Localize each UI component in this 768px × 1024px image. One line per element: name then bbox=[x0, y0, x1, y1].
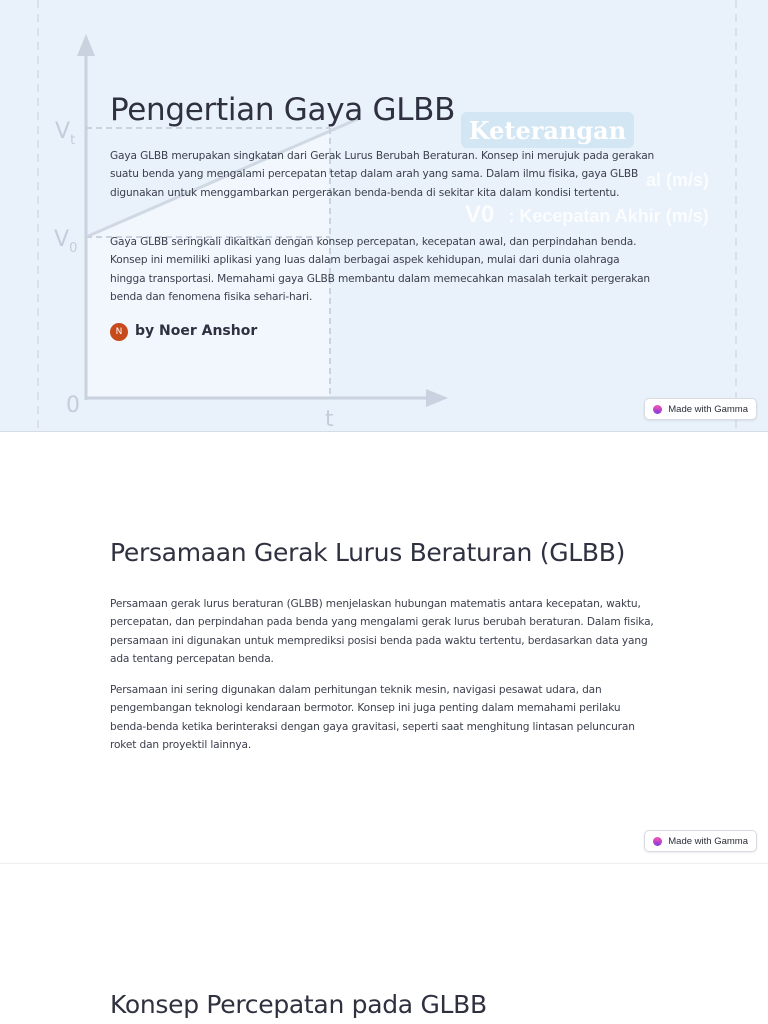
keterangan-line-1: al (m/s) bbox=[646, 170, 710, 190]
author-name: by Noer Anshor bbox=[135, 322, 258, 339]
slide-persamaan bbox=[0, 432, 768, 864]
gamma-logo-icon bbox=[653, 405, 662, 414]
avatar: N bbox=[110, 323, 128, 341]
paragraph: Gaya GLBB merupakan singkatan dari Gerak Lurus Berubah Beraturan. Konsep ini merujuk pada gerakan suatu benda yang mengalami percepatan tetap dalam arah yang sama. Dalam ilmu fisika, gaya GLBB digunakan untuk menggambarkan pergerakan benda-benda di sekitar kita dalam kondisi tertentu. bbox=[110, 150, 655, 199]
made-with-gamma-button[interactable] bbox=[644, 830, 757, 852]
slide-pengertian bbox=[0, 0, 768, 432]
page-title: Pengertian Gaya GLBB bbox=[110, 92, 456, 128]
keterangan-heading: Keterangan bbox=[461, 112, 634, 148]
keterangan-line-2 bbox=[465, 201, 709, 229]
section-title: Persamaan Gerak Lurus Beraturan (GLBB) bbox=[110, 538, 626, 567]
t-label: t bbox=[325, 407, 334, 432]
gamma-label: Made with Gamma bbox=[668, 403, 748, 415]
made-with-gamma-button[interactable] bbox=[644, 398, 757, 420]
slide-konsep-percepatan bbox=[0, 864, 768, 1024]
author-byline bbox=[110, 320, 257, 341]
paragraph: Gaya GLBB seringkali dikaitkan dengan konsep percepatan, kecepatan awal, dan perpindahan benda. Konsep ini memiliki aplikasi yang luas dalam berbagai aspek kehidupan, mulai dari dunia olahraga hingga transportasi. Memahami gaya GLBB membantu dalam memecahkan masalah terkait pergerakan benda dan fenomena fisika sehari-hari. bbox=[110, 236, 650, 304]
x-axis-arrow bbox=[426, 389, 448, 407]
vt-label: $V_t$ bbox=[55, 119, 76, 148]
origin-label: 0 bbox=[66, 393, 80, 418]
paragraph: Persamaan gerak lurus beraturan (GLBB) menjelaskan hubungan matematis antara kecepatan, waktu, percepatan, dan perpindahan pada benda yang mengalami gerak lurus berubah beraturan. Dalam fisika, persamaan ini digunakan untuk memprediksi posisi benda pada waktu tertentu, berdasarkan data yang ada tentang percepatan benda. bbox=[110, 598, 654, 666]
section-title: Konsep Percepatan pada GLBB bbox=[110, 990, 487, 1019]
keterangan-text: : Kecepatan Akhir (m/s) bbox=[508, 206, 709, 226]
keterangan-symbol: V0 bbox=[465, 201, 495, 228]
gamma-label: Made with Gamma bbox=[668, 835, 748, 847]
gamma-logo-icon bbox=[653, 837, 662, 846]
paragraph: Persamaan ini sering digunakan dalam perhitungan teknik mesin, navigasi pesawat udara, dan pengembangan teknologi kendaraan bermotor. Konsep ini juga penting dalam memahami perilaku benda-benda ketika berinteraksi dengan gaya gravitasi, seperti saat menghitung lintasan peluncuran roket dan proyektil lainnya. bbox=[110, 684, 635, 752]
v0-label: $V_0$ bbox=[54, 227, 78, 256]
y-axis-arrow bbox=[77, 34, 95, 56]
